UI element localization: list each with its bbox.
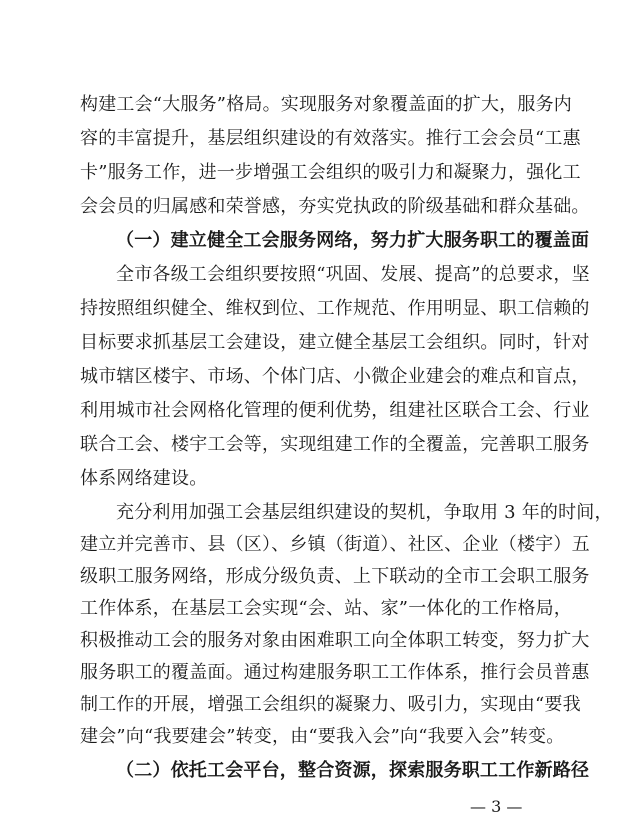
paragraph-line: 持按照组织健全、维权到位、工作规范、作用明显、职工信赖的	[80, 298, 590, 319]
page-number: — 3 —	[470, 797, 523, 816]
paragraph-line: 工作体系，在基层工会实现“会、站、家”一体化的工作格局，	[80, 598, 573, 619]
paragraph-line: 联合工会、楼宇工会等，实现组建工作的全覆盖，完善职工服务	[80, 434, 590, 455]
paragraph-line: 城市辖区楼宇、市场、个体门店、小微企业建会的难点和盲点，	[80, 366, 590, 387]
paragraph-line: 充分利用加强工会基层组织建设的契机，争取用 3 年的时间，	[116, 502, 613, 523]
paragraph-line: 级职工服务网络，形成分级负责、上下联动的全市工会职工服务	[80, 566, 590, 587]
paragraph-line: 积极推动工会的服务对象由困难职工向全体职工转变，努力扩大	[80, 630, 590, 651]
paragraph-line: 制工作的开展，增强工会组织的凝聚力、吸引力，实现由“要我	[80, 694, 581, 715]
paragraph-line: 建立并完善市、县（区）、乡镇（街道）、社区、企业（楼宇）五	[80, 534, 590, 555]
paragraph-line: 构建工会“大服务”格局。实现服务对象覆盖面的扩大，服务内	[80, 94, 573, 115]
paragraph-line: 全市各级工会组织要按照“巩固、发展、提高”的总要求，坚	[116, 264, 590, 285]
paragraph-line: 服务职工的覆盖面。通过构建服务职工工作体系，推行会员普惠	[80, 662, 590, 683]
paragraph-line: 会会员的归属感和荣誉感，夯实党执政的阶级基础和群众基础。	[80, 196, 590, 217]
paragraph-line: 卡”服务工作，进一步增强工会组织的吸引力和凝聚力，强化工	[80, 162, 581, 183]
section-heading-2: （二）依托工会平台，整合资源，探索服务职工工作新路径	[116, 760, 590, 781]
paragraph-line: 目标要求抓基层工会建设，建立健全基层工会组织。同时，针对	[80, 332, 590, 353]
paragraph-line: 体系网络建设。	[80, 468, 208, 489]
paragraph-line: 利用城市社会网格化管理的便利优势，组建社区联合工会、行业	[80, 400, 590, 421]
section-heading-1: （一）建立健全工会服务网络，努力扩大服务职工的覆盖面	[116, 230, 590, 251]
paragraph-line: 建会”向“我要建会”转变，由“要我入会”向“我要入会”转变。	[80, 726, 565, 747]
paragraph-line: 容的丰富提升，基层组织建设的有效落实。推行工会会员“工惠	[80, 128, 581, 149]
